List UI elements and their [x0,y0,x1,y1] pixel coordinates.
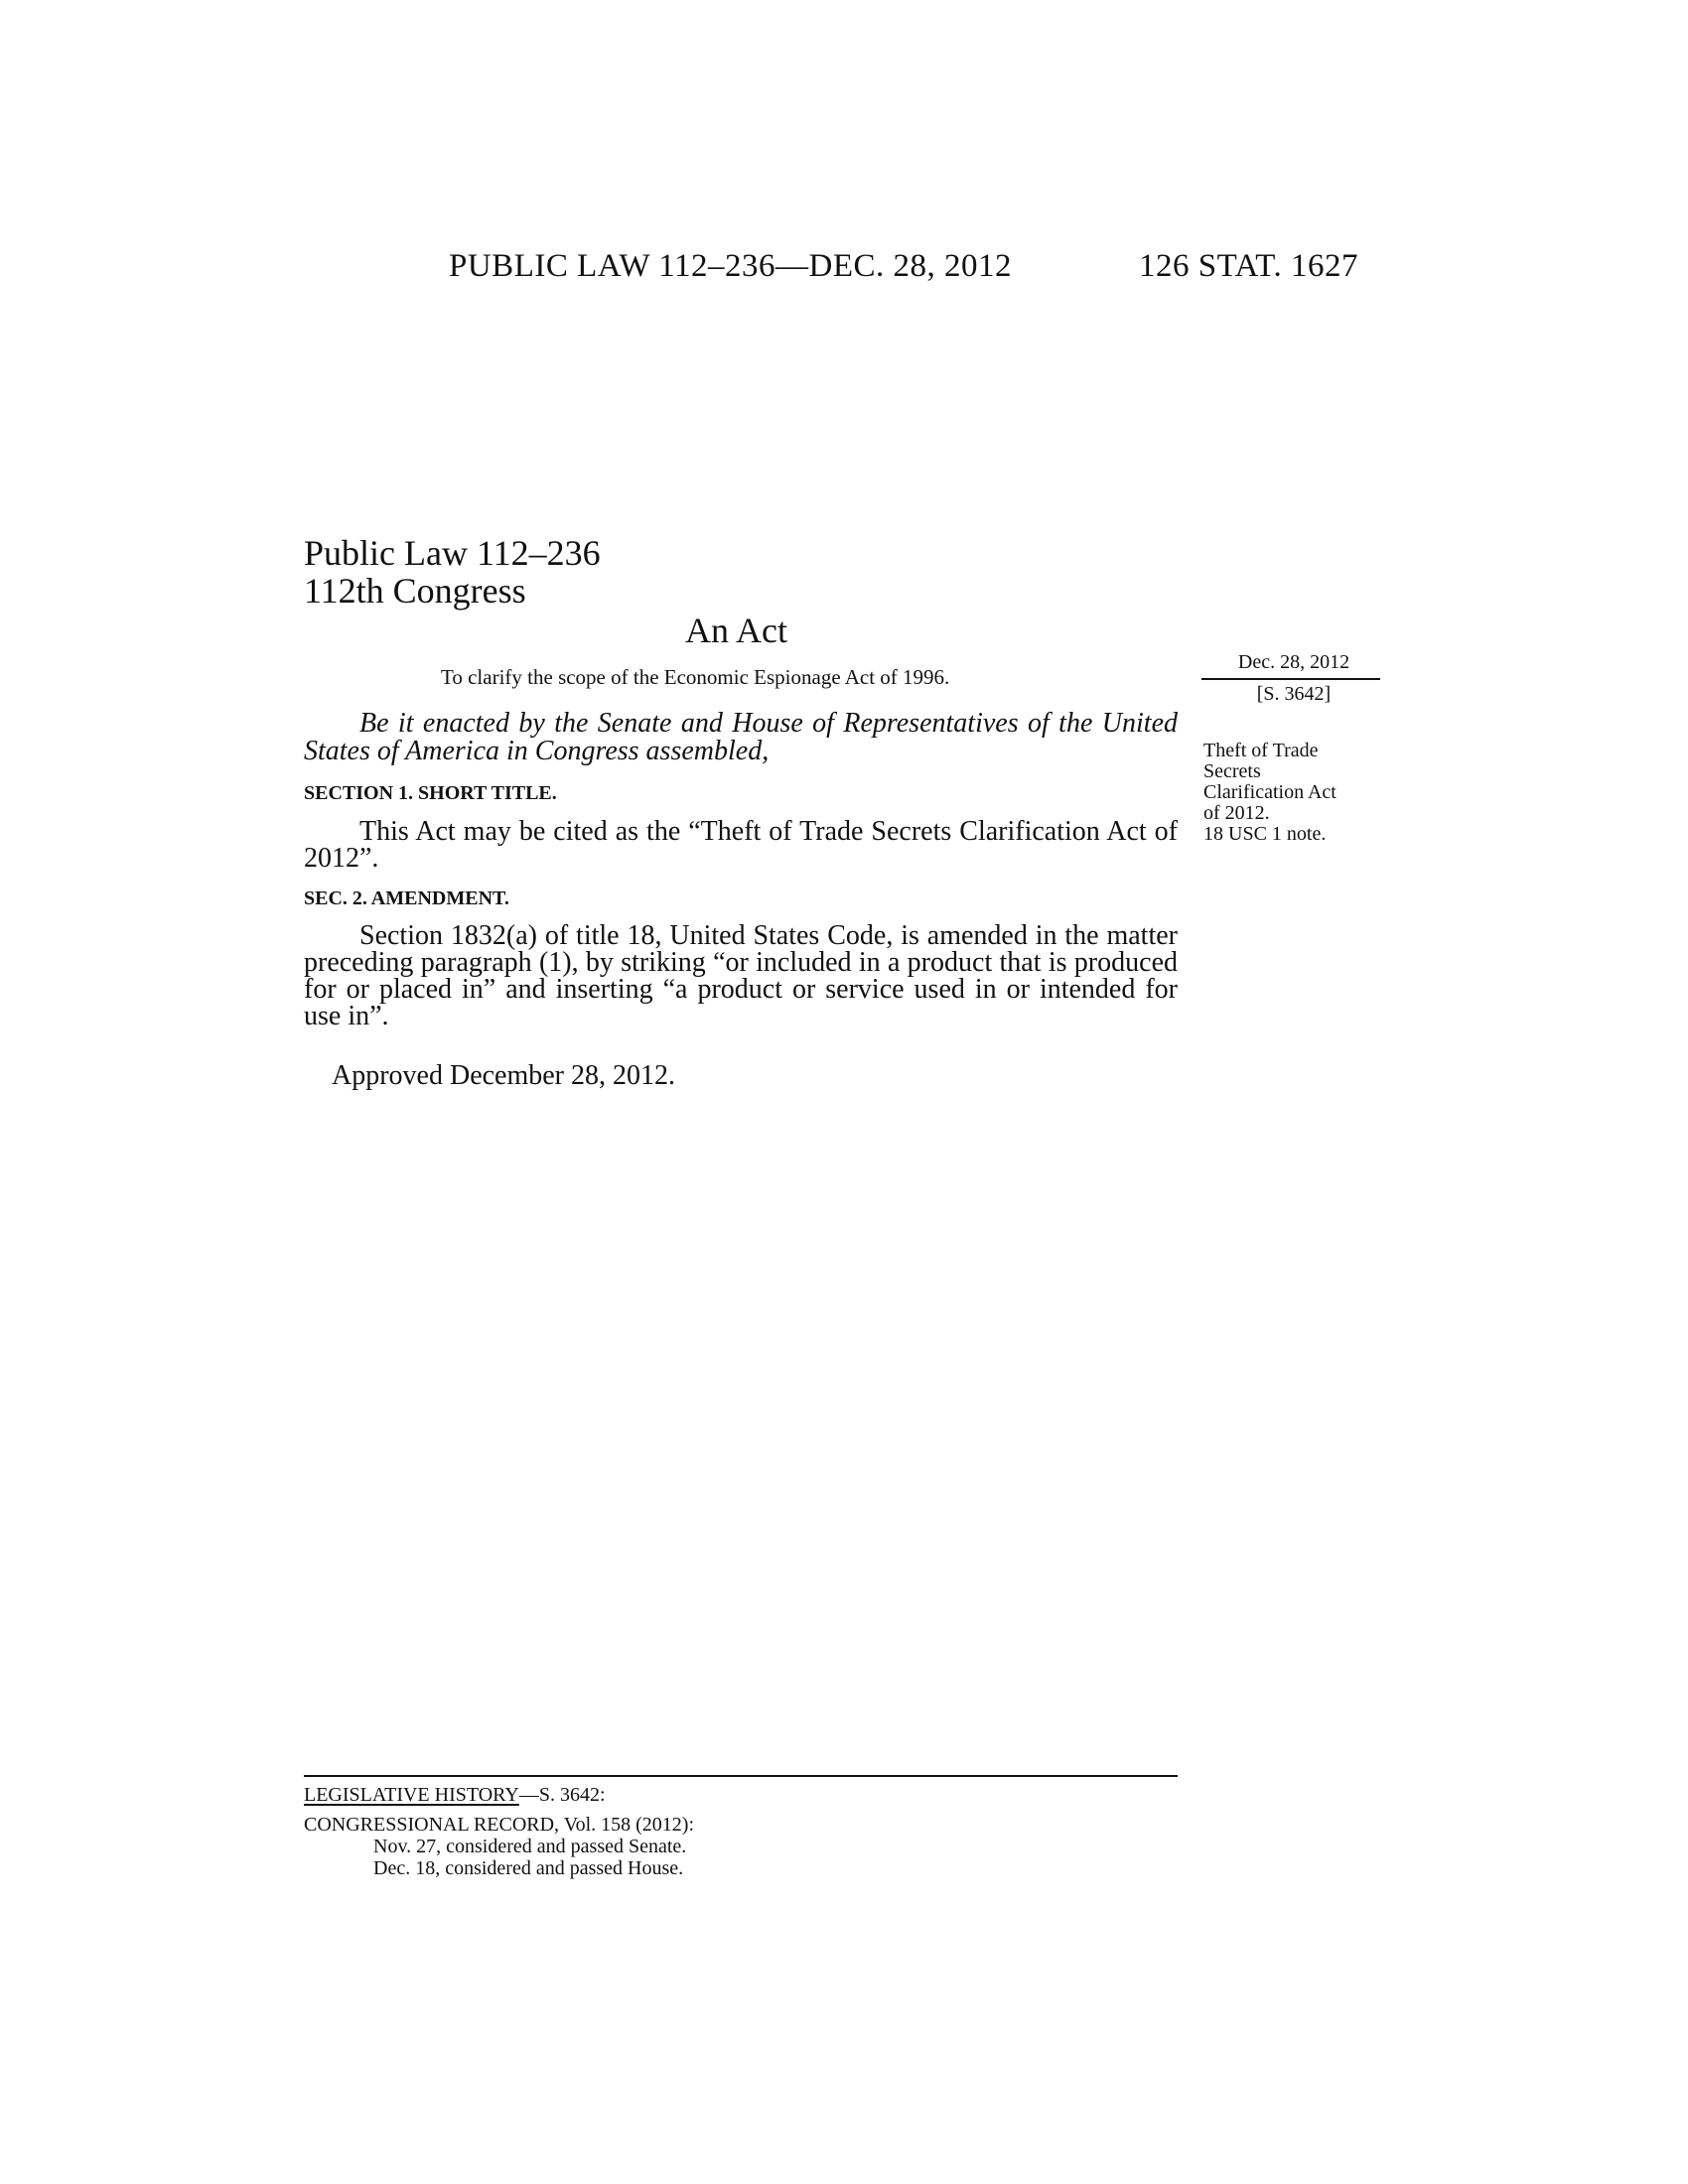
history-action: Nov. 27, considered and passed Senate. [373,1836,687,1857]
sidenote-line: Theft of Trade [1203,740,1319,761]
section-1-text: This Act may be cited as the “Theft of Trade Secrets Clarification Act of 2012”. [304,816,1178,874]
statute-page-reference: 126 STAT. 1627 [1139,248,1359,284]
section-1-heading: SECTION 1. SHORT TITLE. [304,782,557,804]
margin-date: Dec. 28, 2012 [1237,651,1350,673]
sidenote-line: of 2012. [1203,802,1270,824]
act-purpose: To clarify the scope of the Economic Espionage Act of 1996. [441,665,950,689]
history-action: Dec. 18, considered and passed House. [373,1857,684,1879]
congressional-record-line: CONGRESSIONAL RECORD, Vol. 158 (2012): [304,1814,694,1836]
law-number: Public Law 112–236 [304,533,601,573]
margin-bill-number: [S. 3642] [1256,683,1332,705]
enacting-clause: Be it enacted by the Senate and House of Representatives of the United States of America in Congress assembled, [304,708,1178,766]
section-2-heading: SEC. 2. AMENDMENT. [304,887,509,909]
margin-divider [1201,678,1380,680]
legislative-history-bill: —S. 3642: [518,1784,606,1806]
margin-sidenote [1203,741,1392,845]
sidenote-line: Secrets [1203,760,1261,782]
section-2-text: Section 1832(a) of title 18, United States Code, is amended in the matter preceding paragraph (1), by striking “or included in a product that is produced for or placed in” and inserting “a product or service used in or intended for use in”. [304,920,1178,1031]
legislative-history-heading [304,1784,606,1807]
footer-divider [304,1775,1178,1777]
congress-number: 112th Congress [304,571,526,611]
approval-line: Approved December 28, 2012. [332,1060,676,1091]
act-heading: An Act [685,611,787,650]
sidenote-line: 18 USC 1 note. [1203,823,1327,845]
sidenote-line: Clarification Act [1203,781,1336,803]
legislative-history-label: LEGISLATIVE HISTORY [304,1784,519,1806]
running-head: PUBLIC LAW 112–236—DEC. 28, 2012 [449,248,1013,284]
